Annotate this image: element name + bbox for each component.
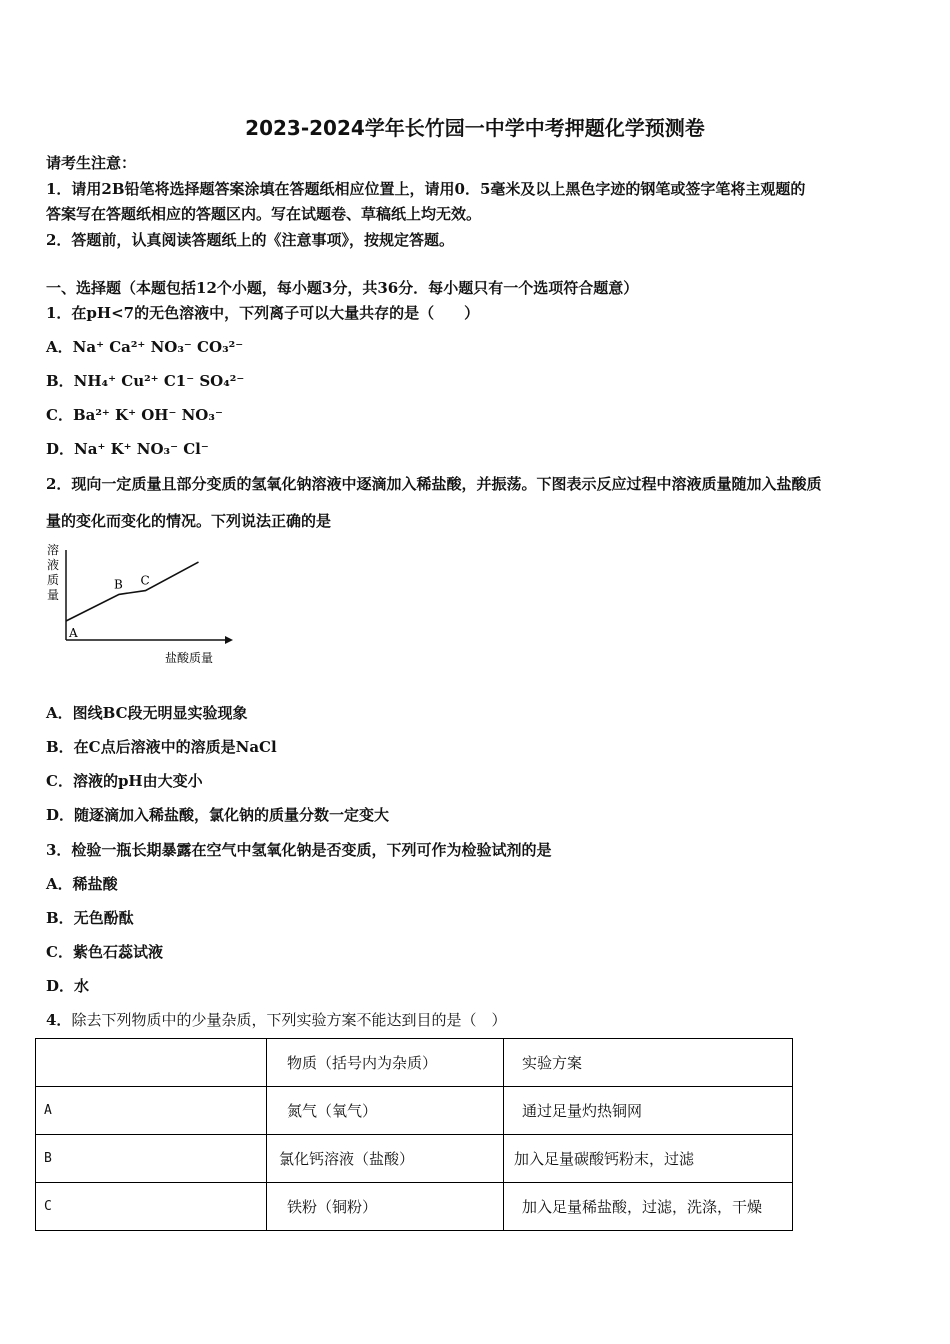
section-heading: 一、选择题（本题包括12个小题，每小题3分，共36分．每小题只有一个选项符合题意）: [46, 279, 639, 297]
point-label-b: B: [114, 577, 123, 592]
table-header-row: [36, 1039, 793, 1087]
q1-option-a: A．Na⁺ Ca²⁺ NO₃⁻ CO₃²⁻: [46, 338, 244, 356]
point-label-a: A: [69, 626, 78, 640]
q1-option-d: D．Na⁺ K⁺ NO₃⁻ Cl⁻: [46, 440, 209, 458]
notice-item-1-line-1: 1．请用2B铅笔将选择题答案涂填在答题纸相应位置上，请用0．5毫米及以上黑色字迹的钢笔或签字笔将主观题的: [46, 180, 806, 198]
table-header-cell: [36, 1039, 267, 1087]
y-axis-label-char: 量: [47, 588, 60, 602]
y-axis-label-char: 质: [47, 573, 60, 587]
q4-stem-line: [46, 1009, 506, 1030]
series-line: [66, 562, 199, 621]
q3-stem: 3．检验一瓶长期暴露在空气中氢氧化钠是否变质，下列可作为检验试剂的是: [46, 841, 552, 859]
table-cell: B: [36, 1135, 267, 1183]
q2-option-d: D．随逐滴加入稀盐酸，氯化钠的质量分数一定变大: [46, 806, 390, 824]
q2-option-b: B．在C点后溶液中的溶质是NaCl: [46, 738, 277, 756]
table-cell: 氮气（氧气）: [267, 1087, 504, 1135]
table-cell: 加入足量碳酸钙粉末，过滤: [504, 1135, 793, 1183]
notice-item-1-line-2: 答案写在答题纸相应的答题区内。写在试题卷、草稿纸上均无效。: [46, 205, 482, 223]
table-cell: 加入足量稀盐酸，过滤，洗涤，干燥: [504, 1183, 793, 1231]
notice-item-2: 2．答题前，认真阅读答题纸上的《注意事项》，按规定答题。: [46, 231, 454, 249]
solution-mass-chart: [40, 540, 240, 670]
point-label-c: C: [140, 573, 150, 588]
q4-stem: 除去下列物质中的少量杂质，下列实验方案不能达到目的是（ ）: [71, 1011, 507, 1029]
table-cell: 通过足量灼热铜网: [504, 1087, 793, 1135]
table-cell: C: [36, 1183, 267, 1231]
q3-option-c: C．紫色石蕊试液: [46, 943, 163, 961]
x-axis-arrow-icon: [225, 636, 233, 644]
table-cell: 氯化钙溶液（盐酸）: [267, 1135, 504, 1183]
q3-option-d: D．水: [46, 977, 90, 995]
q2-option-c: C．溶液的pH由大变小: [46, 772, 203, 790]
table-row: [36, 1183, 793, 1231]
y-axis-label-char: 液: [47, 558, 60, 572]
q3-option-b: B．无色酚酞: [46, 909, 134, 927]
q2-stem-line-2: 量的变化而变化的情况。下列说法正确的是: [46, 512, 332, 530]
q1-option-b: B．NH₄⁺ Cu²⁺ C1⁻ SO₄²⁻: [46, 372, 245, 390]
y-axis-label-char: 溶: [47, 543, 60, 557]
table-header-cell: 物质（括号内为杂质）: [267, 1039, 504, 1087]
q1-option-c: C．Ba²⁺ K⁺ OH⁻ NO₃⁻: [46, 406, 223, 424]
q1-stem: 1．在pH<7的无色溶液中，下列离子可以大量共存的是（ ）: [46, 304, 480, 322]
x-axis-label: 盐酸质量: [165, 651, 214, 665]
table-cell: 铁粉（铜粉）: [267, 1183, 504, 1231]
page-title: 2023-2024学年长竹园一中学中考押题化学预测卷: [245, 116, 705, 140]
table-cell: A: [36, 1087, 267, 1135]
table-row: [36, 1087, 793, 1135]
table-header-cell: 实验方案: [504, 1039, 793, 1087]
q4-number: 4．: [46, 1011, 72, 1029]
q4-table: [35, 1038, 793, 1231]
q3-option-a: A．稀盐酸: [46, 875, 118, 893]
y-axis-label: [47, 542, 59, 602]
q2-stem-line-1: 2．现向一定质量且部分变质的氢氧化钠溶液中逐滴加入稀盐酸，并振荡。下图表示反应过程中溶液质量随加入盐酸质: [46, 475, 822, 493]
notice-heading: 请考生注意：: [46, 154, 137, 172]
q2-option-a: A．图线BC段无明显实验现象: [46, 704, 248, 722]
table-row: [36, 1135, 793, 1183]
